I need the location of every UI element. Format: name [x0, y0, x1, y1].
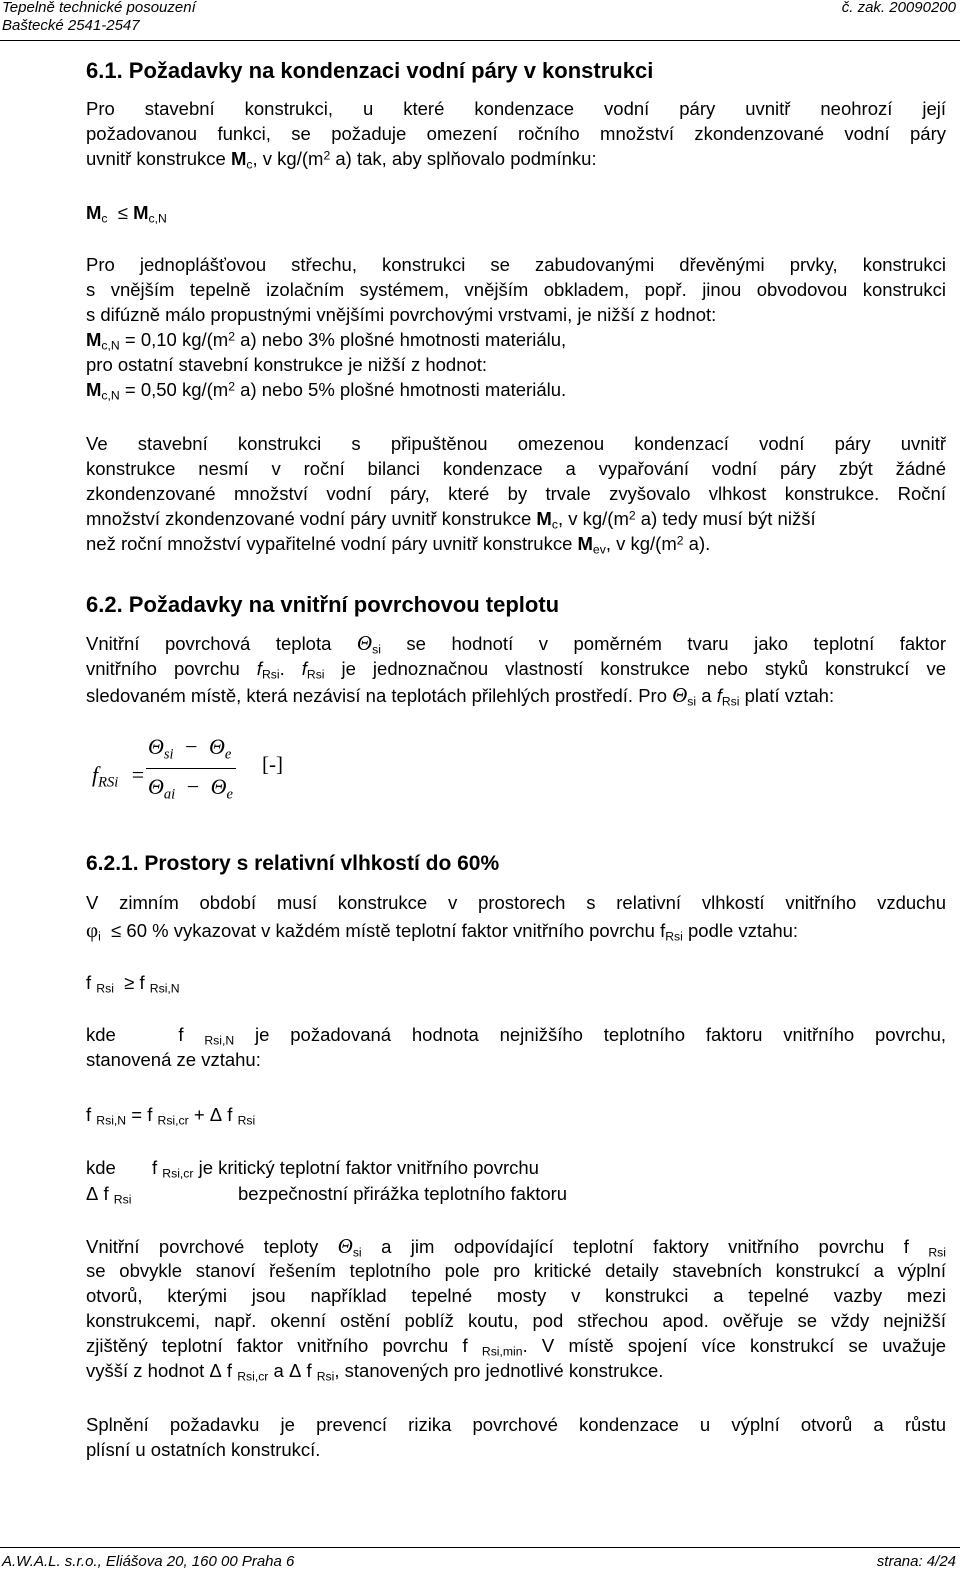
paragraph-line: zkondenzované množství vodní páry, které by trvale zvyšovalo vlhkost konstrukce. Roční: [86, 483, 946, 504]
requirement-formula: f $_{Rsi}$ ≥ f $_{Rsi,N}$: [86, 972, 180, 996]
footer-rule: [0, 1547, 960, 1548]
paragraph-line: konstrukce nesmí v roční bilanci kondenzace a vypařování vodní páry zbýt žádné: [86, 458, 946, 479]
header-project-title: Tepelně technické posouzení: [2, 0, 196, 16]
header-address: Baštecké 2541-2547: [2, 17, 140, 34]
paragraph-line: Pro stavební konstrukci, u které kondenzace vodní páry uvnitř neohrozí její: [86, 98, 946, 119]
definition-line: f $_{Rsi,cr}$ je kritický teplotní faktor vnitřního povrchu: [152, 1157, 539, 1181]
paragraph-line: zjištěný teplotní faktor vnitřního povrchu f $_{Rsi,min}$. V místě spojení více konstrukcí se uvažuje: [86, 1335, 946, 1359]
formula-unit: [-]: [262, 752, 283, 776]
definition-line: kde: [86, 1157, 116, 1178]
paragraph-line: uvnitř konstrukce $M_c$, v $kg/(m^2$ a) tak, aby splňovalo podmínku:: [86, 148, 597, 172]
section-6-1-title: 6.1. Požadavky na kondenzaci vodní páry v konstrukci: [86, 58, 654, 83]
paragraph-line: se obvykle stanoví řešením teplotního pole pro kritické detaily stavebních konstrukcí a výplní: [86, 1260, 946, 1281]
paragraph-line: Ve stavební konstrukci s připuštěnou omezenou kondenzací vodní páry uvnitř: [86, 433, 946, 454]
paragraph-line: stanovená ze vztahu:: [86, 1049, 261, 1070]
formula-lhs: $f_{RSi}$ =: [92, 762, 145, 791]
paragraph-line: vyšší z hodnot Δ f $_{Rsi,cr}$ a Δ f $_{Rsi}$, stanovených pro jednotlivé konstrukce.: [86, 1360, 664, 1384]
paragraph-line: s vnějším tepelně izolačním systémem, vnějším obkladem, popř. jinou obvodovou konstrukci: [86, 279, 946, 300]
paragraph-line: pro ostatní stavební konstrukce je nižší z hodnot:: [86, 354, 488, 375]
paragraph-line: V zimním období musí konstrukce v prostorech s relativní vlhkostí vnitřního vzduchu: [86, 892, 946, 913]
section-6-2-1-title: 6.2.1. Prostory s relativní vlhkostí do 60%: [86, 852, 500, 875]
paragraph-line: Pro jednoplášťovou střechu, konstrukci se zabudovanými dřevěnými prvky, konstrukci: [86, 254, 946, 275]
formula-numerator: $\Theta_{si} - \Theta_e$: [148, 734, 232, 763]
paragraph-line: s difúzně málo propustnými vnějšími povrchovými vrstvami, je nižší z hodnot:: [86, 304, 717, 325]
limit-value-line: $M_{c,N} = 0,50$ $kg/(m^2$ a) nebo 5% plošné hmotnosti materiálu.: [86, 379, 567, 403]
paragraph-line: kde f $_{Rsi,N}$ je požadovaná hodnota nejnižšího teplotního faktoru vnitřního povrchu,: [86, 1024, 946, 1048]
paragraph-line: vnitřního povrchu $f_{Rsi}$. $f_{Rsi}$ je jednoznačnou vlastností konstrukce nebo styků konstrukcí ve: [86, 658, 946, 682]
footer-company: A.W.A.L. s.r.o., Eliášova 20, 160 00 Praha 6: [2, 1553, 295, 1570]
limit-value-line: $M_{c,N} = 0,10$ $kg/(m^2$ a) nebo 3% plošné hmotnosti materiálu,: [86, 329, 567, 353]
paragraph-line: požadovanou funkci, se požaduje omezení ročního množství zkondenzované vodní páry: [86, 123, 946, 144]
fraction-bar: [146, 768, 236, 769]
paragraph-line: plísní u ostatních konstrukcí.: [86, 1439, 321, 1460]
paragraph-line: otvorů, kterými jsou například tepelné mosty v konstrukci a tepelné vazby mezi: [86, 1285, 946, 1306]
paragraph-line: než roční množství vypařitelné vodní páry uvnitř konstrukce $M_{ev}$, v $kg/(m^2$ a).: [86, 533, 711, 557]
footer-page-number: strana: 4/24: [876, 1553, 956, 1570]
paragraph-line: Vnitřní povrchová teplota $\Theta_{si}$ se hodnotí v poměrném tvaru jako teplotní faktor: [86, 631, 946, 657]
paragraph-line: Splnění požadavku je prevencí rizika povrchové kondenzace u výplní otvorů a růstu: [86, 1414, 946, 1435]
header-rule: [0, 40, 960, 41]
definition-line: bezpečnostní přirážka teplotního faktoru: [238, 1183, 568, 1204]
formula-denominator: $\Theta_{ai} - \Theta_e$: [148, 774, 233, 803]
definition-line: Δ f $_{Rsi}$: [86, 1183, 132, 1207]
equation-rsi-n: f $_{Rsi,N}$ = f $_{Rsi,cr}$ + Δ f $_{Rsi}$: [86, 1104, 256, 1128]
header-order-number: č. zak. 20090200: [841, 0, 956, 16]
paragraph-line: Vnitřní povrchové teploty $\Theta_{si}$ a jim odpovídající teplotní faktory vnitřního povrchu f $_{Rsi}$: [86, 1234, 946, 1260]
paragraph-line: konstrukcemi, např. okenní ostění poblíž koutu, pod střechou apod. ověřuje se vždy nejnižší: [86, 1310, 946, 1331]
paragraph-line: $\varphi_i \le 60$ % vykazovat v každém místě teplotní faktor vnitřního povrchu $f_{Rsi}$ podle vztahu:: [86, 918, 799, 944]
paragraph-line: množství zkondenzované vodní páry uvnitř konstrukce $M_c$, v $kg/(m^2$ a) tedy musí být nižší: [86, 508, 816, 532]
paragraph-line: sledovaném místě, která nezávisí na teplotách přilehlých prostředí. Pro $\Theta_{si}$ a $f_{Rsi}$ platí vztah:: [86, 683, 835, 709]
condition-formula: $M_c \le M_{c,N}$: [86, 202, 167, 226]
section-6-2-title: 6.2. Požadavky na vnitřní povrchovou teplotu: [86, 592, 560, 617]
